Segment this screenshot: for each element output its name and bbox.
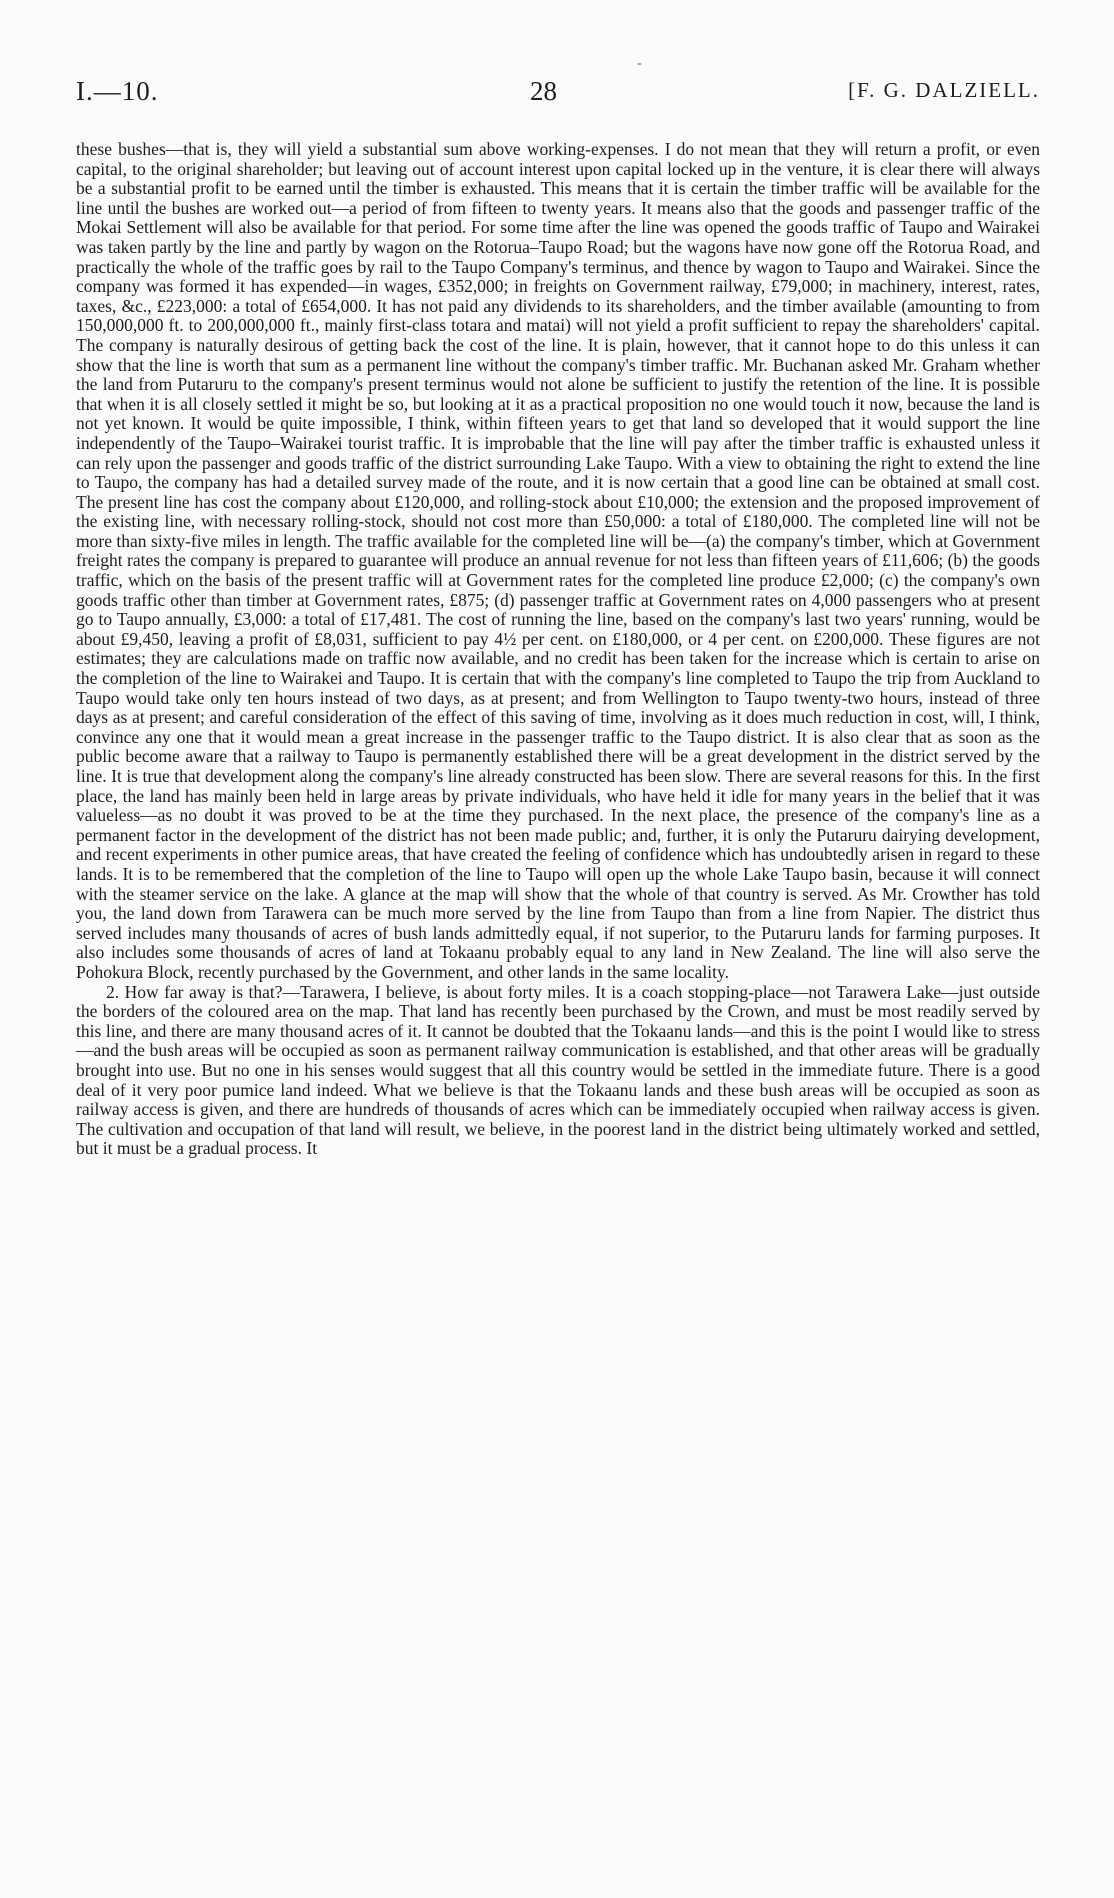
paragraph-testimony: these bushes—that is, they will yield a substantial sum above working-expenses. I do not mean that they will return a profit, or even capital, to the original shareholder; but leaving out of account interest upon capital locked up in the venture, it is clear there will always be a substantial profit to be earned until the timber is exhausted. This means that it is certain the timber traffic will be available for the line until the bushes are worked out—a period of from fifteen to twenty years. It means also that the goods and passenger traffic of the Mokai Settlement will also be available for that period. For some time after the line was opened the goods traffic of Taupo and Wairakei was taken partly by the line and partly by wagon on the Rotorua–Taupo Road; but the wagons have now gone off the Rotorua Road, and practically the whole of the traffic goes by rail to the Taupo Company's terminus, and thence by wagon to Taupo and Wairakei. Since the company was formed it has expended—in wages, £352,000; in freights on Government railway, £79,000; in machinery, interest, rates, taxes, &c., £223,000: a total of £654,000. It has not paid any dividends to its shareholders, and the timber available (amounting to from 150,000,000 ft. to 200,000,000 ft., mainly first-class totara and matai) will not yield a profit sufficient to repay the shareholders' capital. The company is naturally desirous of getting back the cost of the line. It is plain, however, that it cannot hope to do this unless it can show that the line is worth that sum as a permanent line without the company's timber traffic. Mr. Buchanan asked Mr. Graham whether the land from Putaruru to the company's present terminus would not alone be sufficient to justify the retention of the line. It is possible that when it is all closely settled it might be so, but looking at it as a practical proposition no one would touch it now, because the land is not yet known. It would be quite impossible, I think, within fifteen years to get that land so developed that it would support the line independently of the Taupo–Wairakei tourist traffic. It is improbable that the line will pay after the timber traffic is exhausted unless it can rely upon the passenger and goods traffic of the district surrounding Lake Taupo. With a view to obtaining the right to extend the line to Taupo, the company has had a detailed survey made of the route, and it is now certain that a good line can be obtained at small cost. The present line has cost the company about £120,000, and rolling-stock about £10,000; the extension and the proposed improvement of the existing line, with necessary rolling-stock, should not cost more than £50,000: a total of £180,000. The completed line will not be more than sixty-five miles in length. The traffic available for the completed line will be—(a) the company's timber, which at Government freight rates the company is prepared to guarantee will produce an annual revenue for not less than fifteen years of £11,606; (b) the goods traffic, which on the basis of the present traffic will at Government rates for the completed line produce £2,000; (c) the company's own goods traffic other than timber at Government rates, £875; (d) passenger traffic at Government rates on 4,000 passengers who at present go to Taupo annually, £3,000: a total of £17,481. The cost of running the line, based on the company's last two years' running, would be about £9,450, leaving a profit of £8,031, sufficient to pay 4½ per cent. on £180,000, or 4 per cent. on £200,000. These figures are not estimates; they are calculations made on traffic now available, and no credit has been taken for the increase which is certain to arise on the completion of the line to Wairakei and Taupo. It is certain that with the company's line completed to Taupo the trip from Auckland to Taupo would take only ten hours instead of two days, as at present; and from Wellington to Taupo twenty-two hours, instead of three days as at present; and careful consideration of the effect of this saving of time, involving as it does much reduction in cost, will, I think, convince any one that it would mean a great increase in the passenger traffic to the Taupo district. It is also clear that as soon as the public become aware that a railway to Taupo is permanently established there will be a great development in the district served by the line. It is true that development along the company's line already constructed has been slow. There are several reasons for this. In the first place, the land has mainly been held in large areas by private individuals, who have held it idle for many years in the belief that it was valueless—as no doubt it was proved to be at the time they purchased. In the next place, the presence of the company's line as a permanent factor in the development of the district has not been made public; and, further, it is only the Putaruru dairying development, and recent experiments in other pumice areas, that have created the feeling of confidence which has undoubtedly arisen in regard to these lands. It is to be remembered that the completion of the line to Taupo will open up the whole Lake Taupo basin, because it will connect with the steamer service on the lake. A glance at the map will show that the whole of that country is served. As Mr. Crowther has told you, the land down from Tarawera can be much more served by the line from Taupo than from a line from Napier. The district thus served includes many thousands of acres of bush lands admittedly equal, if not superior, to the Putaruru lands for farming purposes. It also includes some thousands of acres of land at Tokaanu probably equal to any land in New Zealand. The line will also serve the Pohokura Block, recently purchased by the Government, and other lands in the same locality.: [76, 139, 1040, 982]
witness-name: [F. G. DALZIELL.: [848, 78, 1040, 102]
paragraph-question-2: 2. How far away is that?—Tarawera, I believe, is about forty miles. It is a coach stopping-place—not Tarawera Lake—just outside the borders of the coloured area on the map. That land has recently been purchased by the Crown, and must be most readily served by this line, and there are many thousand acres of it. It cannot be doubted that the Tokaanu lands—and this is the point I would like to stress—and the bush areas will be occupied as soon as permanent railway communication is established, and that other areas will be gradually brought into use. But no one in his senses would suggest that all this country would be settled in the immediate future. There is a good deal of it very poor pumice land indeed. What we believe is that the Tokaanu lands and these bush areas will be occupied as soon as railway access is given, and there are hundreds of thousands of acres which can be immediately occupied when railway access is given. The cultivation and occupation of that land will result, we believe, in the poorest land in the district being ultimately worked and settled, but it must be a gradual process. It: [76, 981, 1040, 1159]
page-header: [76, 76, 1040, 116]
top-mark: -: [637, 56, 642, 71]
parliamentary-paper-reference: I.—10.: [76, 76, 159, 106]
body-text: [76, 140, 1040, 1159]
page-number: 28: [530, 76, 557, 106]
